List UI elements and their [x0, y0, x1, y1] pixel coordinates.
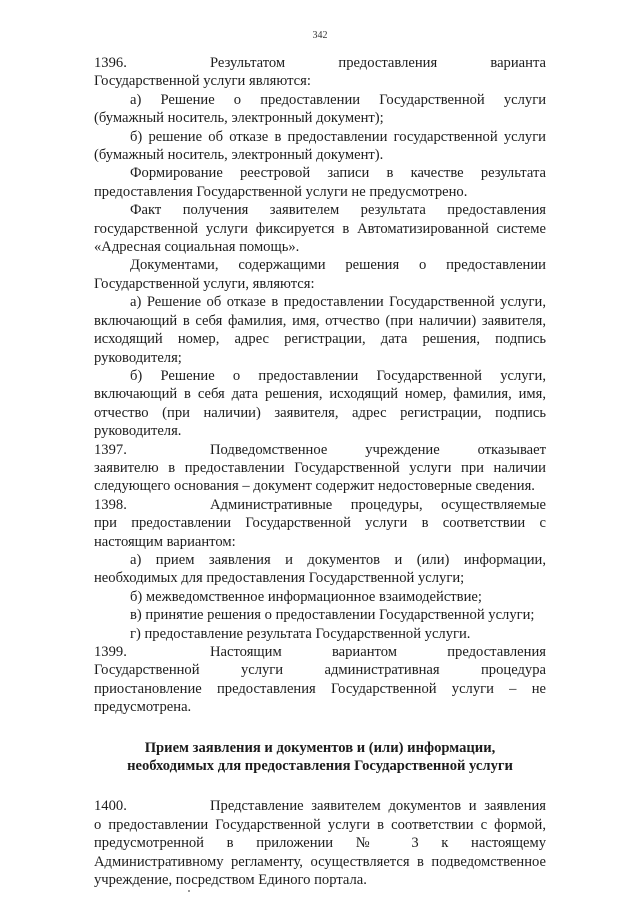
text-line: учреждение, посредством Единого портала. — [94, 872, 367, 889]
clause-1398-first-line — [94, 496, 546, 514]
document-body — [94, 54, 546, 889]
text-line: при предоставлении Государственной услуги в соответствии с — [94, 515, 546, 532]
text-line: отчество (при наличии) заявителя, адрес регистрации, подпись — [94, 404, 546, 421]
clause-1396-first-line — [94, 54, 546, 72]
clause-number: 1397. — [94, 441, 127, 458]
list-item: б) Решение о предоставлении Государственной услуги, — [130, 367, 546, 384]
clause-1400-first-line — [94, 797, 546, 815]
text-line: «Адресная социальная помощь». — [94, 239, 300, 256]
text-line: приостановление предоставления Государственной услуги – не — [94, 680, 546, 697]
text-line: о предоставлении Государственной услуги в соответствии с формой, — [94, 816, 546, 833]
text-line: исходящий номер, адрес регистрации, дата решения, подпись — [94, 331, 546, 348]
text-line: Документами, содержащими решения о предоставлении — [130, 257, 546, 274]
list-item: а) Решение об отказе в предоставлении Государственной услуги, — [130, 294, 546, 311]
text-line: руководителя; — [94, 349, 182, 366]
text-line: Государственной услуги административная процедура — [94, 662, 546, 679]
scan-speck — [188, 890, 190, 892]
text-line: заявителю в предоставлении Государственной услуги при наличии — [94, 459, 546, 476]
text-line: предусмотренной в приложении № 3 к настоящему — [94, 835, 546, 852]
clause-1399-first-line — [94, 643, 546, 661]
text-line: необходимых для предоставления Государственной услуги; — [94, 570, 465, 587]
clause-number: 1399. — [94, 644, 127, 660]
list-item: г) предоставление результата Государственной услуги. — [130, 625, 471, 642]
text-line: предусмотрена. — [94, 699, 192, 716]
clause-text: Административные процедуры, осуществляемые — [210, 496, 546, 513]
list-item: а) прием заявления и документов и (или) информации, — [130, 551, 546, 568]
section-title-line: необходимых для предоставления Государственной услуги — [127, 758, 513, 775]
text-line: государственной услуги фиксируется в Автоматизированной системе — [94, 220, 546, 237]
list-item: б) межведомственное информационное взаимодействие; — [130, 588, 482, 605]
section-title-line: Прием заявления и документов и (или) информации, — [144, 739, 496, 756]
text-line: включающий в себя фамилия, имя, отчество (при наличии) заявителя, — [94, 312, 546, 329]
page-number: 342 — [312, 30, 328, 41]
clause-text: Представление заявителем документов и заявления — [210, 798, 546, 815]
clause-text: Результатом предоставления варианта — [210, 55, 546, 71]
text-line: (бумажный носитель, электронный документ). — [94, 147, 384, 164]
text-line: Формирование реестровой записи в качестве результата — [130, 165, 546, 182]
list-item: а) Решение о предоставлении Государственной услуги — [130, 91, 546, 108]
text-line: предоставления Государственной услуги не предусмотрено. — [94, 183, 468, 200]
list-item: в) принятие решения о предоставлении Государственной услуги; — [130, 607, 535, 624]
clause-number: 1396. — [94, 55, 127, 71]
text-line: включающий в себя дата решения, исходящий номер, фамилия, имя, — [94, 386, 546, 403]
clause-text: Подведомственное учреждение отказывает — [210, 441, 546, 458]
text-line: (бумажный носитель, электронный документ); — [94, 110, 384, 127]
clause-number: 1400. — [94, 798, 127, 815]
text-line: Административному регламенту, осуществляется в подведомственное — [94, 853, 546, 870]
section-title — [94, 739, 546, 776]
text-line: следующего основания – документ содержит недостоверные сведения. — [94, 478, 535, 495]
text-line: Государственной услуги являются: — [94, 73, 311, 90]
text-line: Государственной услуги, являются: — [94, 275, 315, 292]
text-line: настоящим вариантом: — [94, 533, 236, 550]
text-line: Факт получения заявителем результата предоставления — [130, 202, 546, 219]
clause-number: 1398. — [94, 496, 127, 513]
text-line: руководителя. — [94, 423, 182, 440]
clause-text: Настоящим вариантом предоставления — [210, 644, 546, 660]
list-item: б) решение об отказе в предоставлении государственной услуги — [130, 128, 546, 145]
clause-1397-first-line — [94, 441, 546, 459]
